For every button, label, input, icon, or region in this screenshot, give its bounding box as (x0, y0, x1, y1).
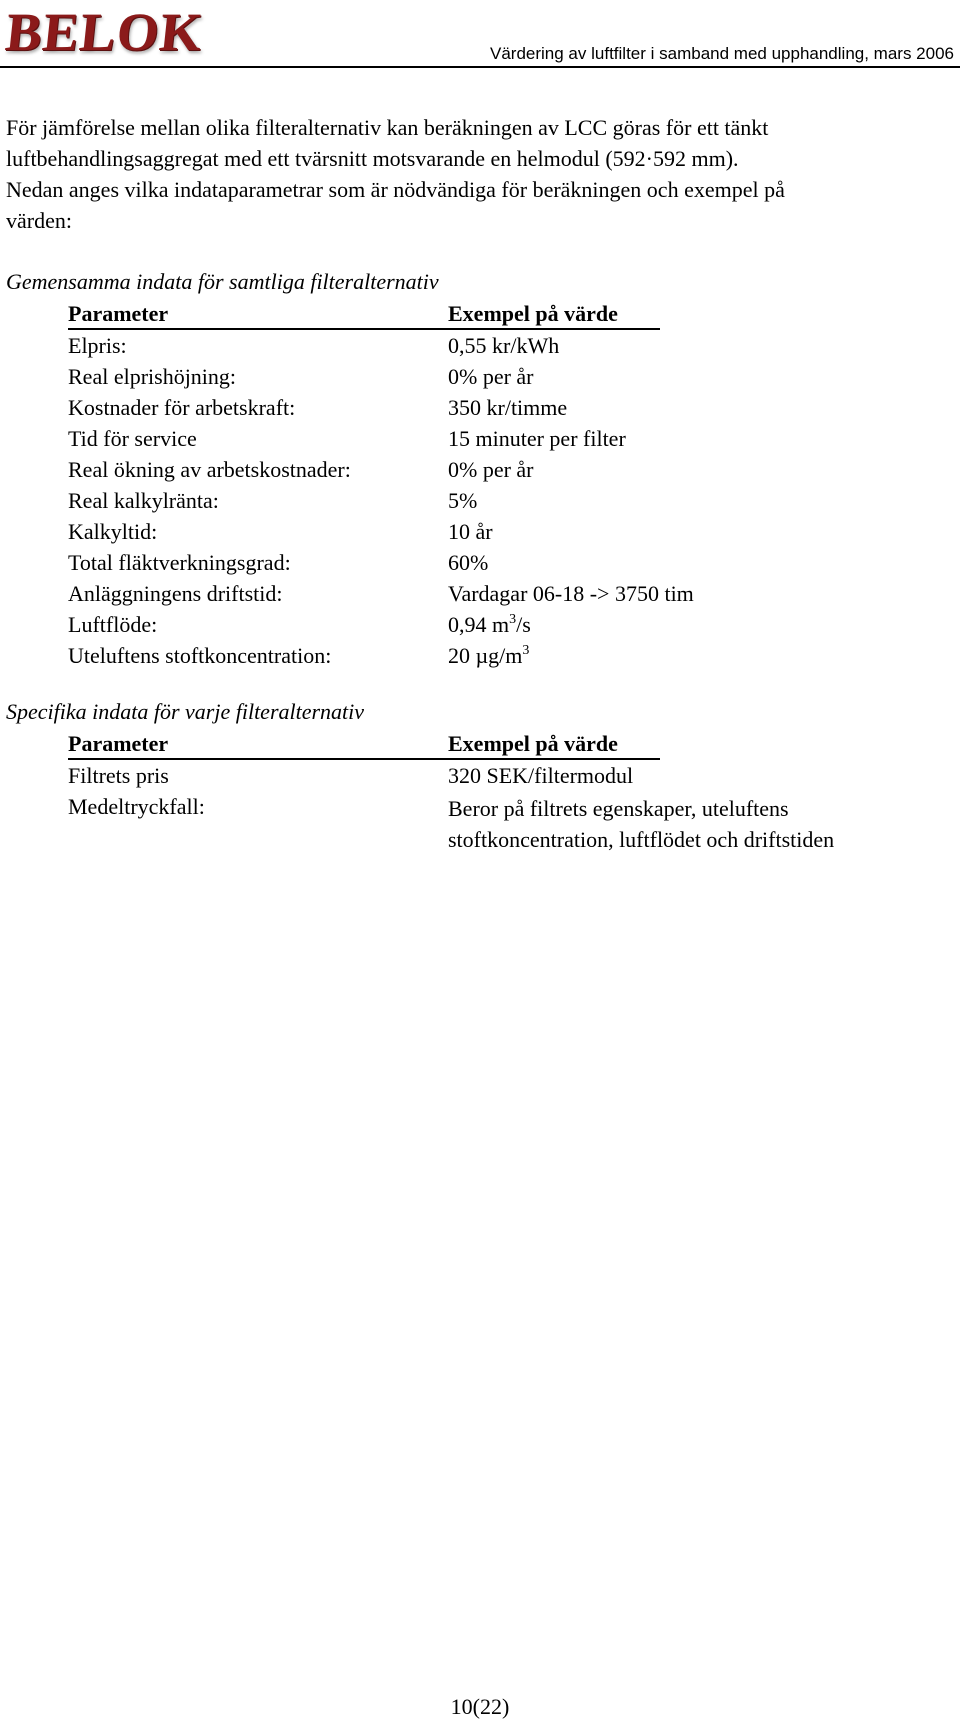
header-title: Värdering av luftfilter i samband med upphandling, mars 2006 (490, 44, 954, 63)
specific-input-table (68, 730, 835, 853)
row-label: Uteluftens stoftkoncentration: (68, 643, 332, 668)
row-label: Luftflöde: (68, 612, 158, 637)
table-row (68, 609, 660, 640)
column-header-parameter: Parameter (68, 301, 169, 326)
row-label: Real elprishöjning: (68, 364, 237, 389)
value-superscript: 3 (522, 643, 530, 658)
row-value: 10 år (448, 519, 493, 544)
column-header-parameter: Parameter (68, 731, 169, 756)
value-line: Beror på filtrets egenskaper, uteluftens (448, 796, 789, 821)
row-label: Kostnader för arbetskraft: (68, 395, 296, 420)
value-main: 20 µg/m (448, 643, 523, 668)
common-input-table (68, 300, 694, 671)
common-input-heading: Gemensamma indata för samtliga filteralternativ (6, 269, 439, 294)
row-value: 60% (448, 550, 489, 575)
row-value: 320 SEK/filtermodul (448, 763, 634, 788)
row-value: 0% per år (448, 457, 534, 482)
table-header (68, 730, 660, 760)
row-label: Kalkyltid: (68, 519, 158, 544)
row-value: 5% (448, 488, 478, 513)
intro-paragraph (6, 112, 951, 236)
row-value: 0,55 kr/kWh (448, 333, 560, 358)
row-label: Filtrets pris (68, 763, 169, 788)
intro-line: För jämförelse mellan olika filteralternativ kan beräkningen av LCC göras för ett tänkt (6, 115, 769, 140)
column-header-example-value: Exempel på värde (448, 301, 618, 326)
row-label: Total fläktverkningsgrad: (68, 550, 291, 575)
row-label: Tid för service (68, 426, 197, 451)
table-row (68, 760, 660, 791)
table-row (68, 485, 660, 516)
belok-logo (2, 2, 216, 62)
header-divider (0, 66, 960, 68)
page-number: 10(22) (450, 1694, 510, 1719)
table-row (68, 454, 660, 485)
table-row (68, 423, 660, 454)
row-value: 350 kr/timme (448, 395, 568, 420)
table-row (68, 330, 660, 361)
table-row (68, 392, 660, 423)
specific-input-heading: Specifika indata för varje filteralternativ (6, 699, 365, 724)
table-row (68, 640, 660, 671)
table-row (68, 578, 694, 609)
value-superscript: 3 (509, 612, 517, 627)
table-row (68, 361, 660, 392)
row-label: Real kalkylränta: (68, 488, 219, 513)
row-label: Elpris: (68, 333, 127, 358)
intro-line: Nedan anges vilka indataparametrar som är nödvändiga för beräkningen och exempel på (6, 177, 785, 202)
table-header (68, 300, 660, 330)
row-value (448, 793, 960, 855)
value-tail: /s (516, 612, 531, 637)
row-value: 15 minuter per filter (448, 426, 626, 451)
value-main: 0,94 m (448, 612, 510, 637)
intro-line: värden: (6, 208, 72, 233)
row-value (448, 642, 529, 670)
table-row (68, 516, 660, 547)
table-row (68, 547, 660, 578)
row-value: Vardagar 06-18 -> 3750 tim (448, 581, 694, 606)
value-line: stoftkoncentration, luftflödet och driftstiden (448, 827, 835, 852)
row-value: 0% per år (448, 364, 534, 389)
column-header-example-value: Exempel på värde (448, 731, 618, 756)
table-row (68, 791, 835, 853)
row-label: Real ökning av arbetskostnader: (68, 457, 351, 482)
page-header (0, 0, 960, 68)
intro-line: luftbehandlingsaggregat med ett tvärsnitt motsvarande en helmodul (592·592 mm). (6, 146, 739, 171)
row-label: Anläggningens driftstid: (68, 581, 283, 606)
row-label: Medeltryckfall: (68, 794, 205, 819)
logo-text: BELOK (2, 2, 207, 62)
row-value (448, 611, 531, 639)
